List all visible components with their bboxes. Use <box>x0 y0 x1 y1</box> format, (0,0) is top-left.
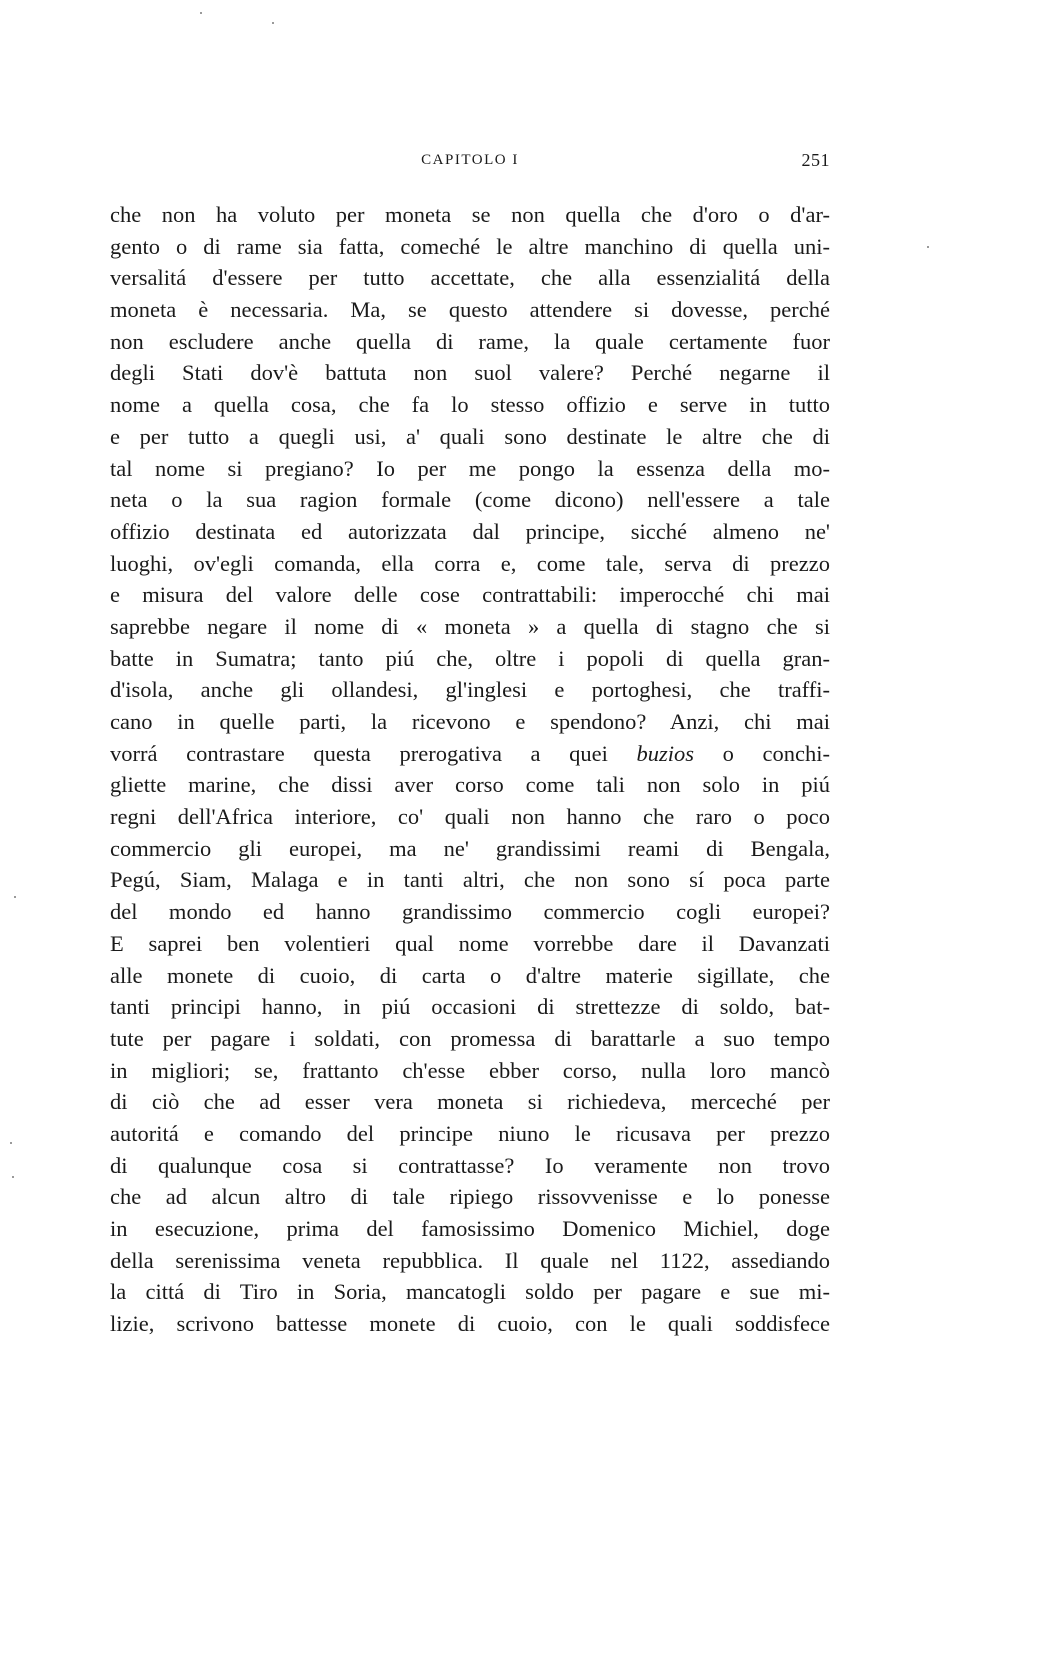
text-line: della serenissima veneta repubblica. Il quale nel 1122, assediando <box>110 1247 830 1273</box>
text-line: lizie, scrivono battesse monete di cuoio, con le quali soddisfece <box>110 1311 830 1337</box>
text-line: e misura del valore delle cose contrattabili: imperocché chi mai <box>110 582 830 608</box>
italic-term: buzios <box>636 740 695 766</box>
scan-speck <box>12 1176 14 1178</box>
text-segment: o conchi- <box>694 740 830 766</box>
scan-speck <box>272 22 274 24</box>
text-line: E saprei ben volentieri qual nome vorrebbe dare il Davanzati <box>110 930 830 956</box>
text-line: tanti principi hanno, in piú occasioni di strettezze di soldo, bat- <box>110 994 830 1020</box>
scan-speck <box>927 246 929 248</box>
text-line: gento o di rame sia fatta, comeché le altre manchino di quella uni- <box>110 233 830 259</box>
text-segment: vorrá contrastare questa prerogativa a quei <box>110 740 637 766</box>
text-line: che ad alcun altro di tale ripiego rissovvenisse e lo ponesse <box>110 1184 830 1210</box>
text-line: luoghi, ov'egli comanda, ella corra e, come tale, serva di prezzo <box>110 550 830 576</box>
text-line: Pegú, Siam, Malaga e in tanti altri, che non sono sí poca parte <box>110 867 830 893</box>
text-line: saprebbe negare il nome di « moneta » a quella di stagno che si <box>110 613 830 639</box>
text-line: versalitá d'essere per tutto accettate, che alla essenzialitá della <box>110 265 830 291</box>
page-number: 251 <box>801 150 830 170</box>
page-header <box>110 148 830 172</box>
text-line: offizio destinata ed autorizzata dal principe, sicché almeno ne' <box>110 518 830 544</box>
scan-speck <box>10 1142 12 1144</box>
text-line: regni dell'Africa interiore, co' quali non hanno che raro o poco <box>110 804 830 830</box>
text-line: la cittá di Tiro in Soria, mancatogli soldo per pagare e sue mi- <box>110 1279 830 1305</box>
text-line: cano in quelle parti, la ricevono e spendono? Anzi, chi mai <box>110 709 830 734</box>
text-line: neta o la sua ragion formale (come dicono) nell'essere a tale <box>110 487 830 513</box>
text-line: d'isola, anche gli ollandesi, gl'inglesi e portoghesi, che traffi- <box>110 677 830 703</box>
text-line: tal nome si pregiano? Io per me pongo la essenza della mo- <box>110 455 830 481</box>
running-title: CAPITOLO I <box>421 152 519 168</box>
text-line: autoritá e comando del principe niuno le ricusava per prezzo <box>110 1120 830 1146</box>
text-line: in migliori; se, frattanto ch'esse ebber corso, nulla loro mancò <box>110 1057 830 1083</box>
text-line: e per tutto a quegli usi, a' quali sono destinate le altre che di <box>110 423 830 449</box>
text-line: di ciò che ad esser vera moneta si richiedeva, merceché per <box>110 1089 830 1115</box>
text-line <box>110 738 830 770</box>
scan-speck <box>14 896 16 898</box>
text-line: alle monete di cuoio, di carta o d'altre materie sigillate, che <box>110 962 830 988</box>
text-line: del mondo ed hanno grandissimo commercio cogli europei? <box>110 899 830 925</box>
text-line: degli Stati dov'è battuta non suol valere? Perché negarne il <box>110 360 830 386</box>
text-line: nome a quella cosa, che fa lo stesso offizio e serve in tutto <box>110 392 830 418</box>
scan-speck <box>200 12 202 14</box>
text-line: moneta è necessaria. Ma, se questo attendere si dovesse, perché <box>110 297 830 323</box>
text-line: commercio gli europei, ma ne' grandissimi reami di Bengala, <box>110 835 830 861</box>
text-line: di qualunque cosa si contrattasse? Io veramente non trovo <box>110 1152 830 1178</box>
text-line: in esecuzione, prima del famosissimo Domenico Michiel, doge <box>110 1216 830 1241</box>
body-text <box>110 199 830 1359</box>
text-line: non escludere anche quella di rame, la quale certamente fuor <box>110 328 830 354</box>
text-line: tute per pagare i soldati, con promessa di barattarle a suo tempo <box>110 1025 830 1051</box>
text-line: che non ha voluto per moneta se non quella che d'oro o d'ar- <box>110 202 830 227</box>
text-line: gliette marine, che dissi aver corso come tali non solo in piú <box>110 772 830 798</box>
text-line: batte in Sumatra; tanto piú che, oltre i popoli di quella gran- <box>110 645 830 671</box>
